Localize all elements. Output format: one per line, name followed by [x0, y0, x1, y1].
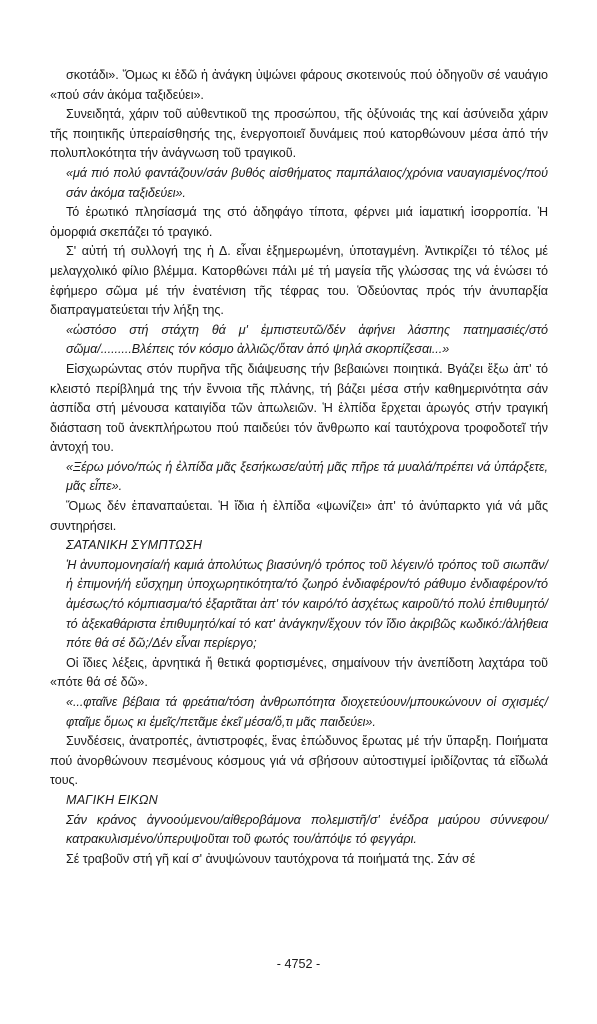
paragraph: Συνειδητά, χάριν τοῦ αὐθεντικοῦ της προσώπου, τῆς ὀξύνοιάς της καί ἀσύνειδα χάριν τῆς ποιητικῆς ὑπεραίσθησής της, ἐνεργοποιεῖ δυνάμεις πού κατορθώνουν μέσα ἀπό τήν πολυπλοκότητα τήν ἀνάγνωση τοῦ τραγικοῦ. [50, 107, 548, 161]
paragraph: Εἰσχωρώντας στόν πυρῆνα τῆς διάψευσης τήν βεβαιώνει ποιητικά. Βγάζει ἔξω ἀπ' τό κλειστό περίβλημά της τήν ἔννοια τῆς πλάνης, τή βάζει μέσα στήν καθημερινότητα σάν ἀσπίδα στή μένουσα καταιγίδα τῶν ἀπωλειῶν. Ἡ ἐλπίδα ἔρχεται ἀρωγός στήν τραγική διάσταση τοῦ ἀνεκπλήρωτου πού παιδεύει τόν ἄνθρωπο καί ταυτόχρονα τροφοδοτεῖ τήν ἀντοχή του. [50, 361, 548, 455]
poem-quote: «μά πιό πολύ φαντάζουν/σάν βυθός αἰσθήματος παμπάλαιος/χρόνια ναυαγισμένος/πού σάν ἀκόμα ταξιδεύει». [66, 165, 548, 200]
poem-quote: «ὡστόσο στή στάχτη θά μ' ἐμπιστευτῶ/δέν ἀφήνει λάσπης πατημασιές/στό σῶμα/.........Βλέπεις τόν κόσμο ἀλλιῶς/ὅταν ἀπό ψηλά σκορπίζεσαι...» [66, 322, 548, 357]
paragraph: Σέ τραβοῦν στή γῆ καί σ' ἀνυψώνουν ταυτόχρονα τά ποιήματά της. Σάν σέ [66, 851, 476, 866]
paragraph: Ὅμως δέν ἐπαναπαύεται. Ἡ ἴδια ἡ ἐλπίδα «ψωνίζει» ἀπ' τό ἀνύπαρκτο γιά νά μᾶς συντηρήσει. [50, 499, 548, 533]
paragraph: Συνδέσεις, ἀνατροπές, ἀντιστροφές, ἕνας ἐπώδυνος ἔρωτας μέ τήν ὕπαρξη. Ποιήματα πού ἀνορθώνουν πεσμένους κόσμους γιά νά σβήσουν αὐτοστιγμεί ἰριδίζοντας τά εἴδωλά τους. [50, 734, 548, 788]
poem-title: ΜΑΓΙΚΗ ΕΙΚΩΝ [66, 792, 158, 807]
paragraph: Οἱ ἴδιες λέξεις, ἀρνητικά ἤ θετικά φορτισμένες, σημαίνουν τήν ἀνεπίδοτη λαχτάρα τοῦ «πότε θά σέ δῶ». [50, 655, 548, 690]
article-text-column [50, 66, 548, 869]
poem-quote: «...φταῖνε βέβαια τά φρεάτια/τόση ἀνθρωπότητα διοχετεύουν/μπουκώνουν οἱ σχισμές/φταῖμε ὅμως κι ἐμεῖς/πετᾶμε ἐκεῖ μέσα/ὅ,τι μᾶς παιδεύει». [66, 695, 548, 729]
page-number: - 4752 - [276, 957, 321, 971]
poem-quote: «Ξέρω μόνο/πώς ἡ ἐλπίδα μᾶς ξεσήκωσε/αὐτή μᾶς πῆρε τά μυαλά/πρέπει νά ὑπάρξετε, μᾶς εἶπε». [66, 459, 548, 494]
paragraph: Σ' αὐτή τή συλλογή της ἡ Δ. εἶναι ἐξημερωμένη, ὑποταγμένη. Ἀντικρίζει τό τέλος μέ μελαγχολικό φίλιο βλέμμα. Κατορθώνει πάλι μέ τή μαγεία τῆς γλώσσας της νά ἑνώσει τό ἐφήμερο σῶμα μέ τήν ἐνατένιση τῆς τέφρας του. Ὁδεύοντας πρός τήν ἀνυπαρξία διαπραγματεύεται τήν λήξη της. [50, 244, 548, 318]
paragraph: Τό ἐρωτικό πλησίασμά της στό ἀδηφάγο τίποτα, φέρνει μιά ἰαματική ἰσορροπία. Ἡ ὀμορφιά σκεπάζει τό τραγικό. [50, 205, 548, 239]
poem-quote: Σάν κράνος ἀγνοούμενου/αἰθεροβάμονα πολεμιστῆ/σ' ἐνέδρα μαύρου σύννεφου/κατρακυλισμένο/ὑπερυψοῦται τοῦ φωτός του/ἀπόψε τό φεγγάρι. [66, 812, 548, 847]
paragraph: σκοτάδι». Ὅμως κι ἐδῶ ἡ ἀνάγκη ὑψώνει φάρους σκοτεινούς πού ὁδηγοῦν σέ ναυάγιο «πού σάν ἀκόμα ταξιδεύει». [50, 68, 548, 102]
poem-title: ΣΑΤΑΝΙΚΗ ΣΥΜΠΤΩΣΗ [66, 538, 203, 553]
poem-quote: Ἡ ἀνυπομονησία/ἡ καμιά ἀπολύτως βιασύνη/ὁ τρόπος τοῦ λέγειν/ὁ τρόπος τοῦ σιωπᾶν/ἡ ἐπιμονή/ἡ εὔσχημη ὑποχωρητικότητα/τό ζωηρό ἐνδιαφέρον/τό ράθυμο ἐνδιαφέρον/τό ἀμέσως/τό κόμπιασμα/τό ἐξαρτᾶται ἀπ' τόν καιρό/τό ἀσχέτως καιροῦ/τό πολύ ἐπιθυμητό/τό ἀξεκαθάριστα ἐπιθυμητό/καί τό κατ' ἀνάγκην/ἔχουν τόν ἴδιο ἀκριβῶς κωδικό:/ἀλήθεια πότε θά σέ δῶ;/Δέν εἶναι περίεργο; [66, 557, 548, 651]
